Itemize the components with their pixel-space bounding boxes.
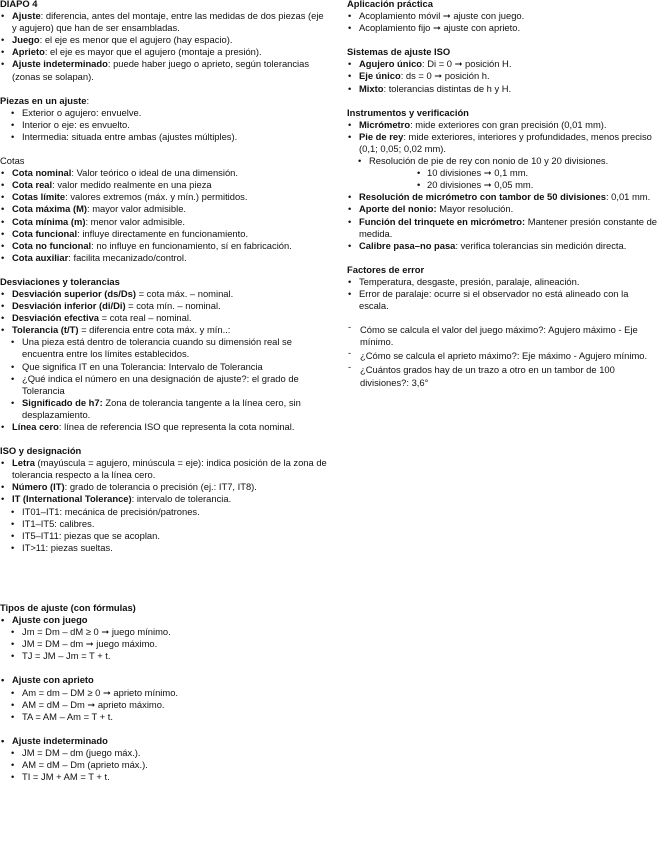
list-item: • Cota no funcional: no influye en funcionamiento, sí en fabricación. [0, 240, 330, 252]
list-formulas-aprieto [0, 687, 330, 723]
list-cotas [0, 167, 330, 264]
list-item: • Ajuste: diferencia, antes del montaje, entre las medidas de dos piezas (eje y agujero) que han de ser ensambladas. [0, 10, 330, 34]
list-ajuste-indeterminado [0, 735, 330, 747]
list-item: • TA = AM – Am = T + t. [0, 711, 330, 723]
section-preguntas [347, 324, 659, 388]
list-item: • AM = dM – Dm ➞ aprieto máximo. [0, 699, 330, 711]
list-item: • Función del trinquete en micrómetro: Mantener presión constante de medida. [347, 216, 659, 240]
list-item: • Am = dm – DM ≥ 0 ➞ aprieto mínimo. [0, 687, 330, 699]
section-instrumentos [347, 107, 659, 252]
list-item: • Cota mínima (m): menor valor admisible. [0, 216, 330, 228]
list-item: • Cota real: valor medido realmente en una pieza [0, 179, 330, 191]
section-heading: Sistemas de ajuste ISO [347, 46, 451, 58]
list-item: • Ajuste con juego [0, 614, 330, 626]
list-ajuste-definitions [0, 10, 330, 83]
list-item: • IT01–IT1: mecánica de precisión/patrones. [0, 506, 330, 518]
list-item: • Cotas límite: valores extremos (máx. y mín.) permitidos. [0, 191, 330, 203]
section-heading: ISO y designación [0, 445, 82, 457]
list-item: • Letra (mayúscula = agujero, minúscula = eje): indica posición de la zona de tolerancia respecto a la línea cero. [0, 457, 330, 481]
list-item: ‐ ¿Cómo se calcula el aprieto máximo?: Eje máximo - Agujero mínimo. [347, 350, 659, 362]
list-item: • Micrómetro: mide exteriores con gran precisión (0,01 mm). [347, 119, 659, 131]
section-diapo [0, 0, 330, 83]
list-iso [0, 457, 330, 505]
section-aplicacion [347, 0, 659, 34]
list-preguntas [347, 324, 659, 388]
section-heading: Instrumentos y verificación [347, 106, 469, 118]
list-item: • Cota funcional: influye directamente en funcionamiento. [0, 228, 330, 240]
list-item: • ¿Qué indica el número en una designación de ajuste?: el grado de Tolerancia [0, 373, 330, 397]
list-item: • Desviación inferior (di/Di) = cota mín. – nominal. [0, 300, 330, 312]
list-item: • Aporte del nonio: Mayor resolución. [347, 203, 659, 215]
list-nonio [347, 155, 659, 167]
list-formulas-indeterminado [0, 747, 330, 783]
list-item: • Mixto: tolerancias distintas de h y H. [347, 83, 659, 95]
list-linea-cero [0, 421, 330, 433]
list-ajuste-juego [0, 614, 330, 626]
list-instrumentos [347, 119, 659, 155]
list-desviaciones [0, 288, 330, 336]
list-item: • IT>11: piezas sueltas. [0, 542, 330, 554]
section-factores [347, 264, 659, 312]
section-heading: Cotas [0, 155, 25, 167]
section-heading: Aplicación práctica [347, 0, 433, 9]
list-item: • Temperatura, desgaste, presión, paralaje, alineación. [347, 276, 659, 288]
list-formulas-juego [0, 626, 330, 662]
list-item: • Pie de rey: mide exteriores, interiores y profundidades, menos preciso (0,1; 0,05; 0,02 mm). [347, 131, 659, 155]
list-item: • IT1–IT5: calibres. [0, 518, 330, 530]
list-item: ‐ ¿Cuántos grados hay de un trazo a otro en un tambor de 100 divisiones?: 3,6° [347, 364, 659, 388]
list-item: • 20 divisiones ➞ 0,05 mm. [347, 179, 659, 191]
list-item: • JM = DM – dm (juego máx.). [0, 747, 330, 759]
list-item: • Exterior o agujero: envuelve. [0, 107, 330, 119]
list-ajuste-aprieto [0, 674, 330, 686]
list-item: • Agujero único: Di = 0 ➞ posición H. [347, 58, 659, 70]
section-heading: Tipos de ajuste (con fórmulas) [0, 601, 136, 613]
section-piezas [0, 95, 330, 143]
list-item: • Desviación superior (ds/Ds) = cota máx. – nominal. [0, 288, 330, 300]
list-item: • Jm = Dm – dM ≥ 0 ➞ juego mínimo. [0, 626, 330, 638]
list-aplicacion [347, 10, 659, 34]
list-item: • JM = DM – dm ➞ juego máximo. [0, 638, 330, 650]
section-heading: Factores de error [347, 263, 425, 275]
section-heading: Piezas en un ajuste: [0, 94, 90, 106]
list-item: • Línea cero: línea de referencia ISO que representa la cota nominal. [0, 421, 330, 433]
list-it-grades [0, 506, 330, 554]
list-item: • Cota máxima (M): mayor valor admisible. [0, 203, 330, 215]
list-item: • IT (International Tolerance): intervalo de tolerancia. [0, 493, 330, 505]
list-item: • TJ = JM – Jm = T + t. [0, 650, 330, 662]
left-column [0, 0, 330, 783]
list-item: • Ajuste con aprieto [0, 674, 330, 686]
section-heading: Desviaciones y tolerancias [0, 275, 120, 287]
right-column [347, 0, 659, 389]
list-item: • Calibre pasa–no pasa: verifica tolerancias sin medición directa. [347, 240, 659, 252]
list-item: • Que significa IT en una Tolerancia: Intervalo de Tolerancia [0, 361, 330, 373]
list-item: • Ajuste indeterminado: puede haber juego o aprieto, según tolerancias (zonas se solapan). [0, 58, 330, 82]
list-item: • TI = JM + AM = T + t. [0, 771, 330, 783]
list-tolerancia-details [0, 336, 330, 421]
section-sistemas [347, 46, 659, 94]
list-piezas [0, 107, 330, 143]
list-item: • Número (IT): grado de tolerancia o precisión (ej.: IT7, IT8). [0, 481, 330, 493]
section-tipos-ajuste [0, 602, 330, 783]
list-item: • Acoplamiento móvil ➞ ajuste con juego. [347, 10, 659, 22]
list-item: • Tolerancia (t/T) = diferencia entre cota máx. y mín..: [0, 324, 330, 336]
list-item: • Intermedia: situada entre ambas (ajustes múltiples). [0, 131, 330, 143]
list-item: • Una pieza está dentro de tolerancia cuando su dimensión real se encuentra entre los límites establecidos. [0, 336, 330, 360]
list-instrumentos-2 [347, 191, 659, 251]
slide-title: DIAPO 4 [0, 0, 38, 9]
list-item: • IT5–IT11: piezas que se acoplan. [0, 530, 330, 542]
section-desviaciones [0, 276, 330, 433]
list-item: • Cota nominal: Valor teórico o ideal de una dimensión. [0, 167, 330, 179]
list-sistemas [347, 58, 659, 94]
list-item: ‐ Cómo se calcula el valor del juego máximo?: Agujero máximo - Eje mínimo. [347, 324, 659, 348]
list-item: • Juego: el eje es menor que el agujero (hay espacio). [0, 34, 330, 46]
list-item: • Cota auxiliar: facilita mecanizado/control. [0, 252, 330, 264]
list-item: • Resolución de pie de rey con nonio de 10 y 20 divisiones. [347, 155, 659, 167]
section-cotas [0, 155, 330, 264]
list-item: • Interior o eje: es envuelto. [0, 119, 330, 131]
list-factores [347, 276, 659, 312]
list-item: • Desviación efectiva = cota real – nominal. [0, 312, 330, 324]
list-item: • Aprieto: el eje es mayor que el agujero (montaje a presión). [0, 46, 330, 58]
list-item: • Eje único: ds = 0 ➞ posición h. [347, 70, 659, 82]
list-item: • Acoplamiento fijo ➞ ajuste con aprieto. [347, 22, 659, 34]
list-item: • 10 divisiones ➞ 0,1 mm. [347, 167, 659, 179]
list-item: • Resolución de micrómetro con tambor de 50 divisiones: 0,01 mm. [347, 191, 659, 203]
list-item: • Error de paralaje: ocurre si el observador no está alineado con la escala. [347, 288, 659, 312]
list-item: • Ajuste indeterminado [0, 735, 330, 747]
list-item: • Significado de h7: Zona de tolerancia tangente a la línea cero, sin desplazamiento. [0, 397, 330, 421]
section-iso [0, 445, 330, 554]
list-divisiones [347, 167, 659, 191]
list-item: • AM = dM – Dm (aprieto máx.). [0, 759, 330, 771]
